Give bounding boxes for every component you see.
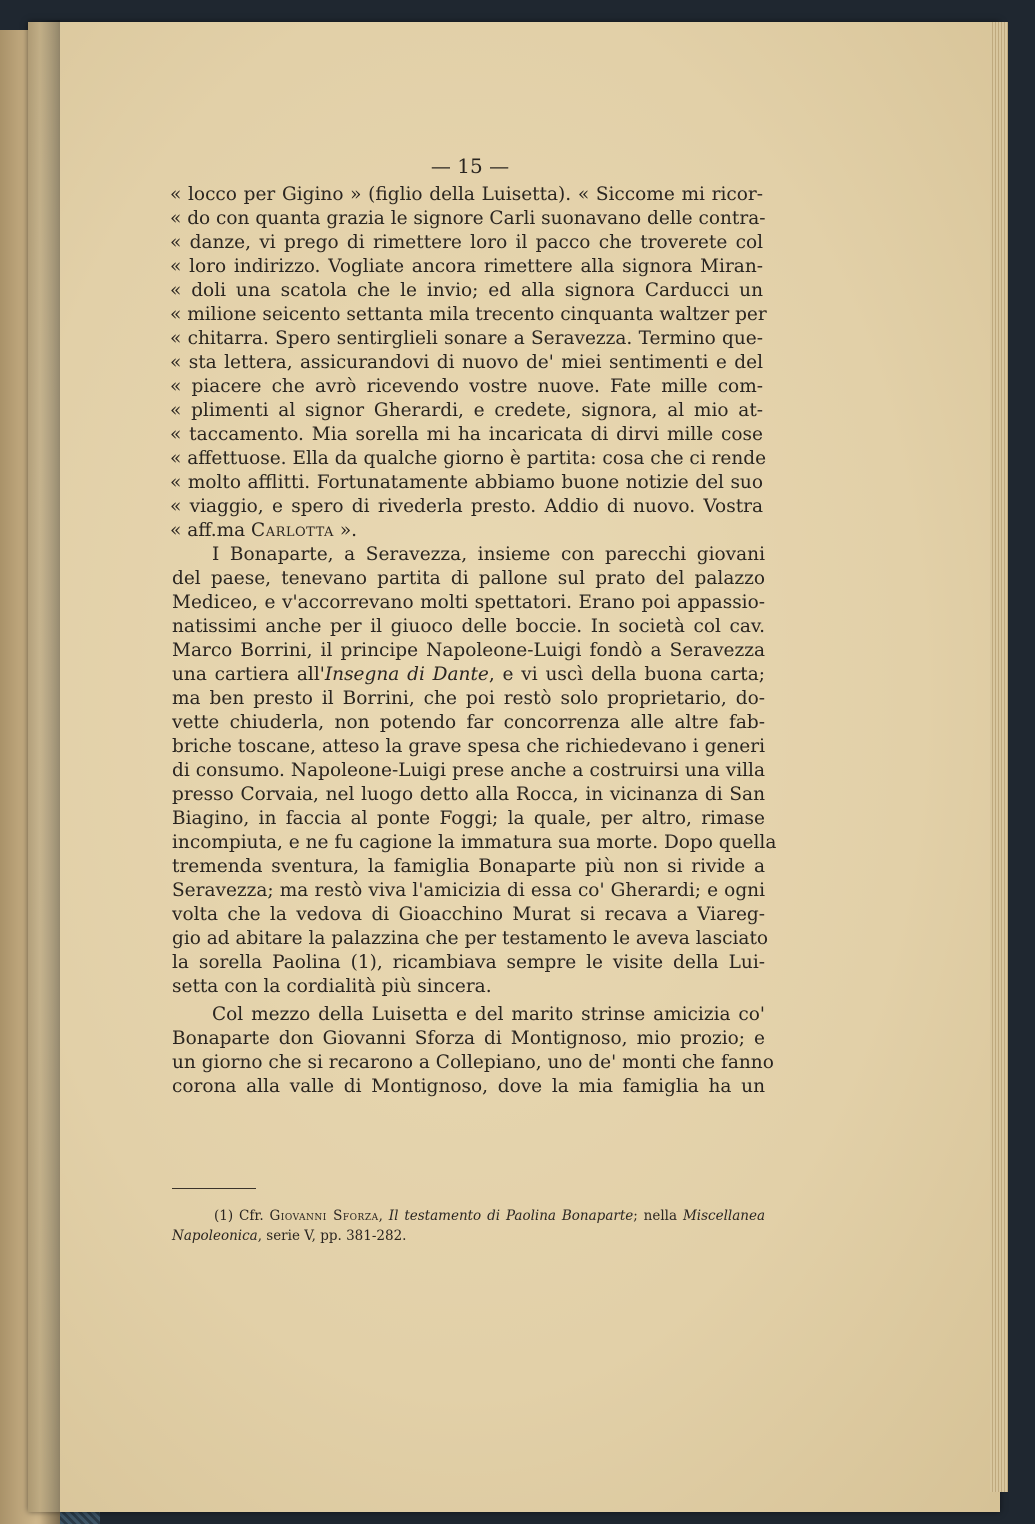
text-line: Mediceo, e v'accorrevano molti spettatori. Erano poi appassio- <box>172 592 765 613</box>
footnote-tail: , serie V, pp. 381-282. <box>257 1228 407 1244</box>
text-line: presso Corvaia, nel luogo detto alla Rocca, in vicinanza di San <box>172 784 765 805</box>
page-stack-edges <box>990 22 1008 1492</box>
text-line: briche toscane, atteso la grave spesa che richiedevano i generi <box>172 736 765 757</box>
text-line: Col mezzo della Luisetta e del marito strinse amicizia co' <box>212 1004 765 1025</box>
text-line: « plimenti al signor Gherardi, e credete, signora, al mio at- <box>170 400 763 421</box>
text-line: « sta lettera, assicurandovi di nuovo de' miei sentimenti e del <box>170 352 763 373</box>
text-line: di consumo. Napoleone-Luigi prese anche a costruirsi una villa <box>172 760 765 781</box>
text-line: « do con quanta grazia le signore Carli suonavano delle contra- <box>170 208 766 229</box>
text-line: volta che la vedova di Gioacchino Murat si recava a Viareg- <box>172 904 765 925</box>
text-line: incompiuta, e ne fu cagione la immatura sua morte. Dopo quella <box>172 832 777 853</box>
text-line: Seravezza; ma restò viva l'amicizia di essa co' Gherardi; e ogni <box>172 880 765 901</box>
text-line: « danze, vi prego di rimettere loro il pacco che troverete col <box>170 232 763 253</box>
footnote-author: Giovanni Sforza <box>269 1208 379 1224</box>
text-line: Bonaparte don Giovanni Sforza di Montignoso, mio prozio; e <box>172 1028 765 1049</box>
text-line: « milione seicento settanta mila trecento cinquanta waltzer per <box>170 304 767 325</box>
text-line: « doli una scatola che le invio; ed alla signora Carducci un <box>170 280 763 301</box>
signoff-prefix: « aff.ma <box>170 520 252 541</box>
text-line: tremenda sventura, la famiglia Bonaparte più non si rivide a <box>172 856 765 877</box>
text-line: Biagino, in faccia al ponte Foggi; la quale, per altro, rimase <box>172 808 765 829</box>
footnote-journal: Miscellanea <box>682 1208 765 1224</box>
text-line: vette chiuderla, non potendo far concorrenza alle altre fab- <box>172 712 765 733</box>
footnote-rule <box>172 1188 256 1189</box>
text-line: la sorella Paolina (1), ricambiava sempre le visite della Lui- <box>172 952 765 973</box>
text-line <box>172 663 765 687</box>
text-line: « viaggio, e spero di rivederla presto. Addio di nuovo. Vostra <box>170 496 763 517</box>
spine-shadow <box>40 20 60 1524</box>
text-line: un giorno che si recarono a Collepiano, uno de' monti che fanno <box>172 1052 774 1073</box>
text-line: del paese, tenevano partita di pallone sul prato del palazzo <box>172 568 765 589</box>
signoff-suffix: ». <box>333 520 358 541</box>
signoff-name: Carlotta <box>251 520 334 541</box>
text-line: gio ad abitare la palazzina che per testamento le aveva lasciato <box>172 928 769 949</box>
page-number: — 15 — <box>430 154 510 178</box>
text-line: I Bonaparte, a Seravezza, insieme con parecchi giovani <box>212 544 765 565</box>
text-line: setta con la cordialità più sincera. <box>172 976 492 997</box>
text-line: « molto afflitti. Fortunatamente abbiamo buone notizie del suo <box>170 472 763 493</box>
footnote-prefix: (1) Cfr. <box>214 1208 270 1224</box>
text-line: « affettuose. Ella da qualche giorno è partita: cosa che ci rende <box>170 448 767 469</box>
footnote-journal: Napoleonica <box>172 1228 258 1244</box>
text-fragment: , e vi uscì della buona carta; <box>488 664 766 685</box>
text-line: natissimi anche per il giuoco delle boccie. In società col cav. <box>172 616 765 637</box>
text-line: « piacere che avrò ricevendo vostre nuove. Fate mille com- <box>170 376 763 397</box>
footnote-line <box>172 1226 765 1246</box>
text-line: « taccamento. Mia sorella mi ha incaricata di dirvi mille cose <box>170 424 763 445</box>
text-line: « locco per Gigino » (figlio della Luisetta). « Siccome mi ricor- <box>170 184 763 205</box>
text-line: ma ben presto il Borrini, che poi restò solo proprietario, do- <box>172 688 765 709</box>
signoff-line <box>170 519 763 543</box>
footnote-sep: , <box>378 1208 389 1224</box>
text-fragment: una cartiera all' <box>172 664 325 685</box>
text-line: Marco Borrini, il principe Napoleone-Luigi fondò a Seravezza <box>172 640 765 661</box>
footnote-line <box>172 1206 765 1226</box>
text-line: « chitarra. Spero sentirglieli sonare a Seravezza. Termino que- <box>170 328 763 349</box>
text-line: corona alla valle di Montignoso, dove la mia famiglia ha un <box>172 1076 765 1097</box>
italic-title: Insegna di Dante <box>324 664 489 685</box>
text-line: « loro indirizzo. Vogliate ancora rimettere alla signora Miran- <box>170 256 763 277</box>
footnote-mid: ; nella <box>633 1208 683 1224</box>
footnote-title: Il testamento di Paolina Bonaparte <box>388 1208 634 1224</box>
